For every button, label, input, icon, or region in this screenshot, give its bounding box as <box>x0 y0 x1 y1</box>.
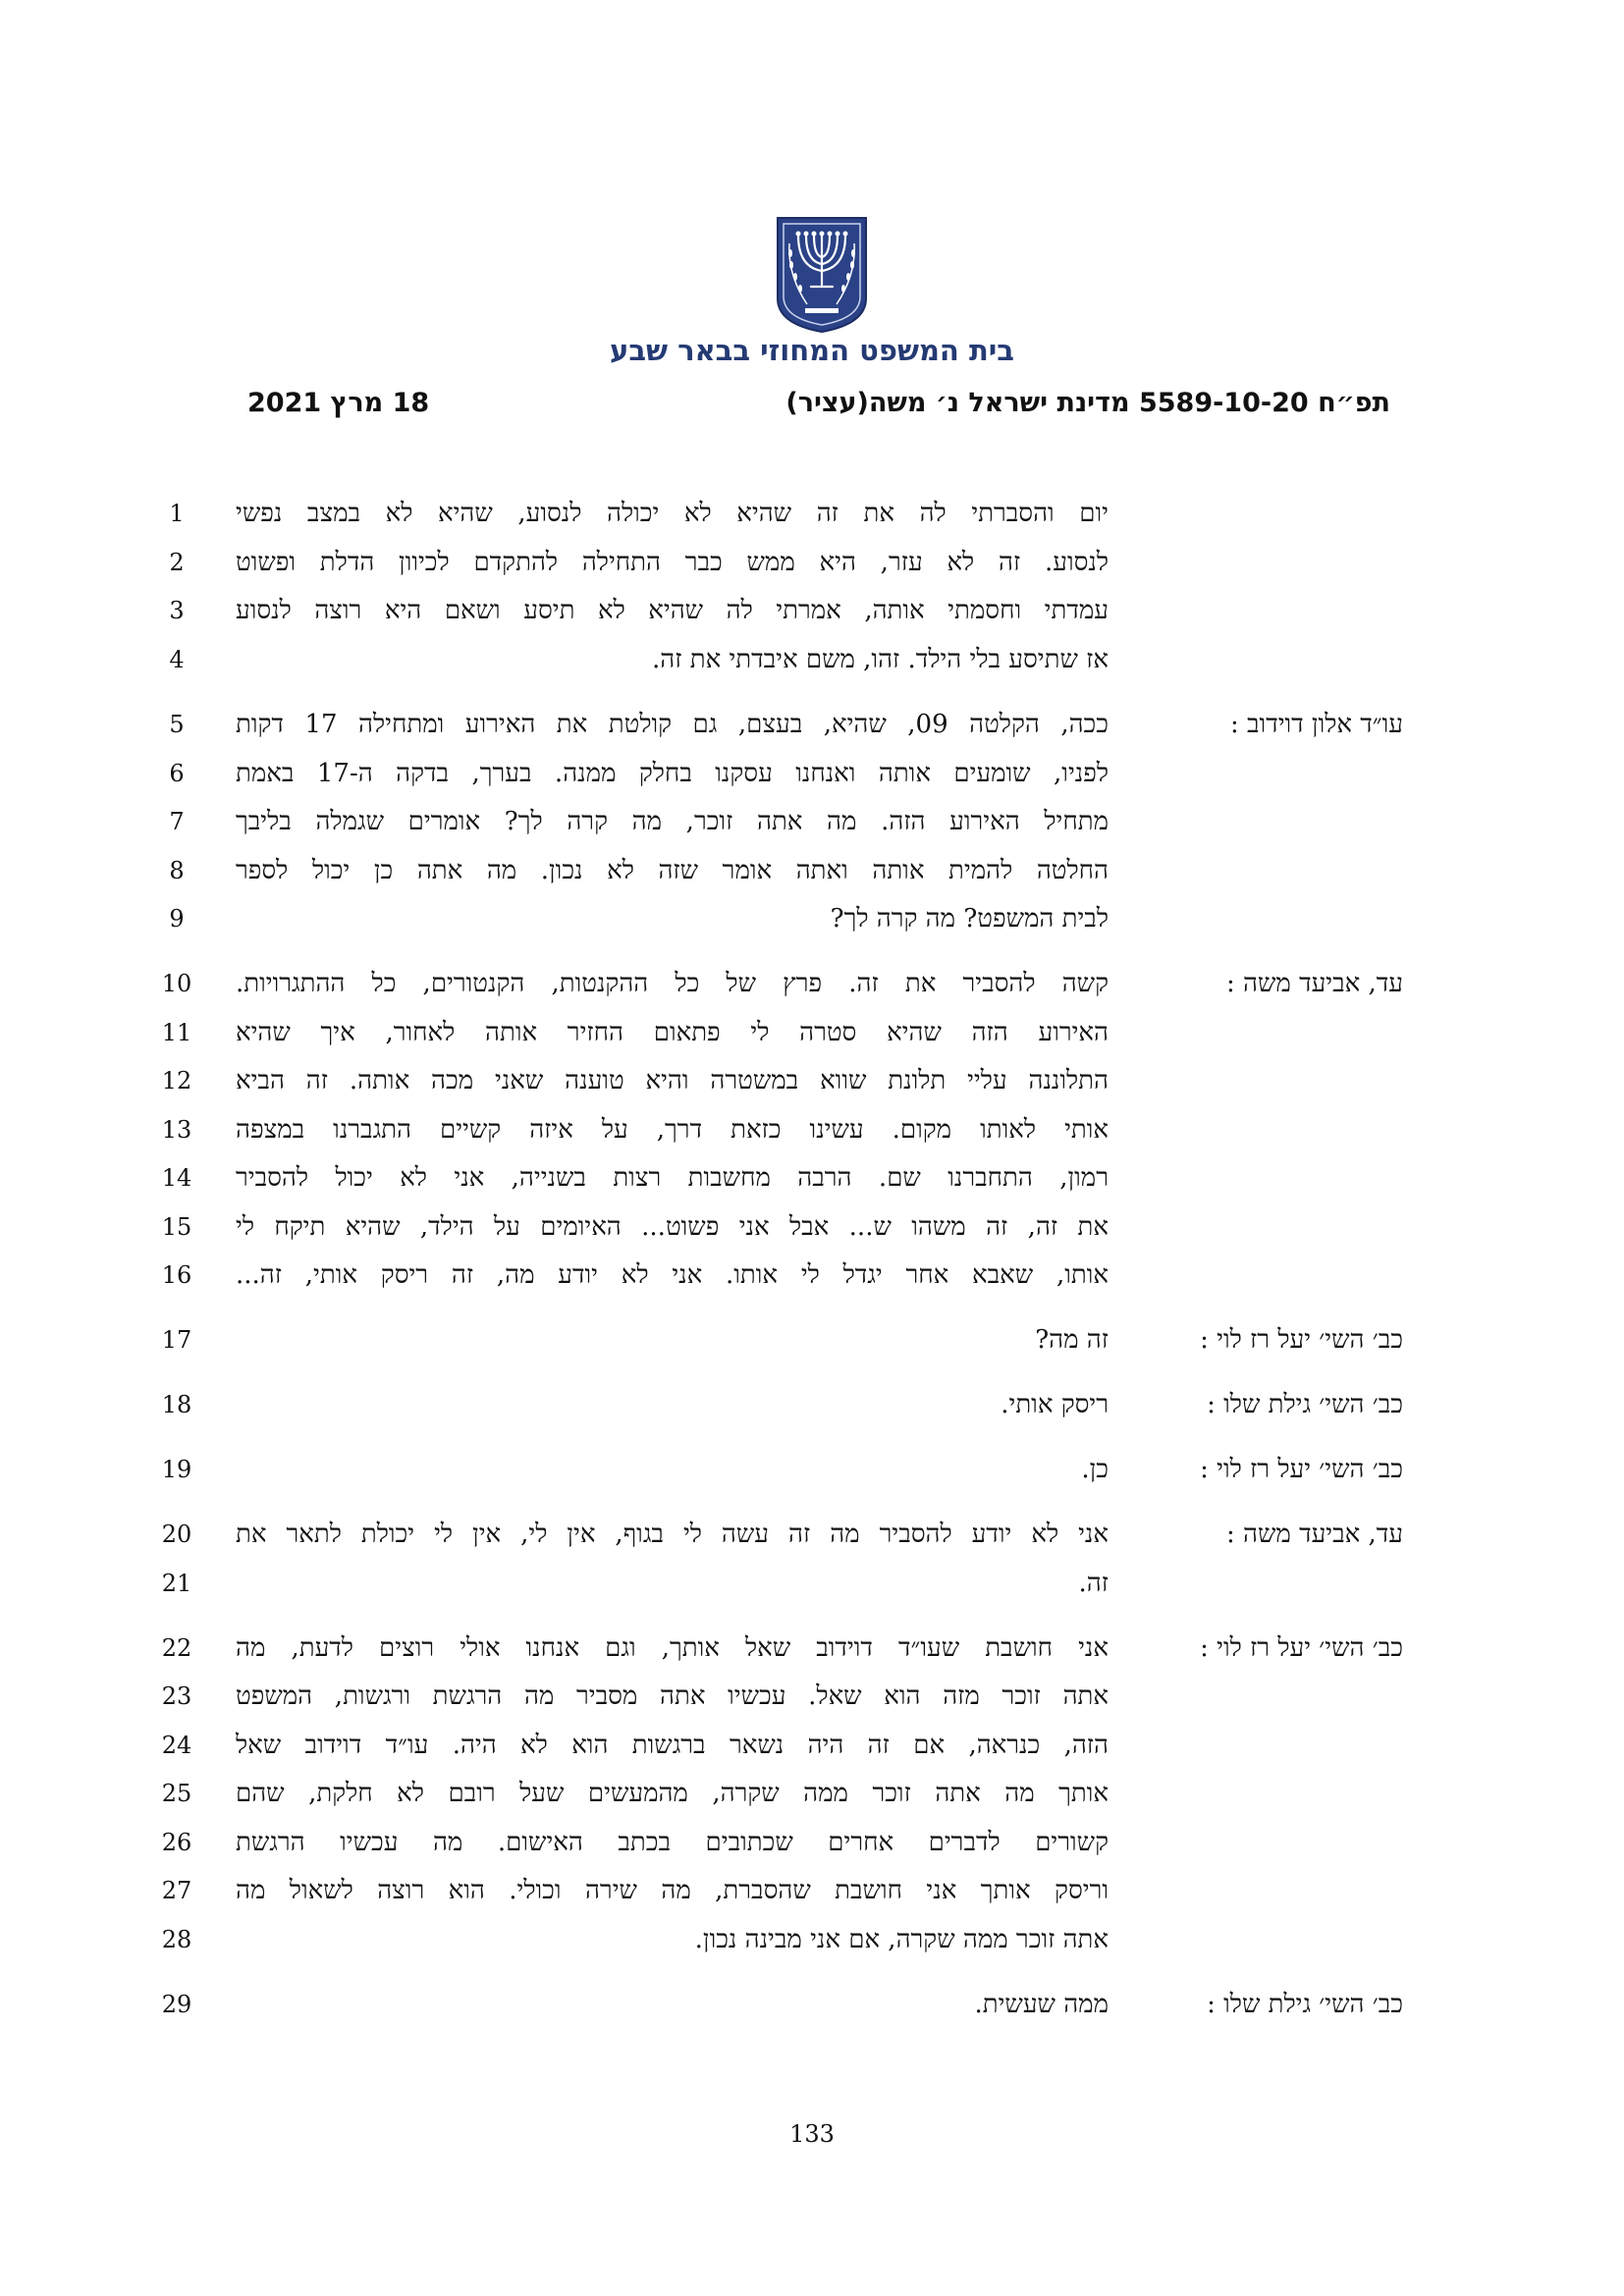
line-number: 6 <box>169 760 185 787</box>
line-text: לפניו, שומעים אותה ואנחנו עסקנו בחלק ממנה. בערך, בדקה ה-17 באמת <box>236 759 1109 788</box>
transcript-line <box>0 1252 1624 1299</box>
transcript-line <box>0 636 1624 683</box>
transcript-line <box>0 960 1624 1007</box>
line-number: 20 <box>161 1521 192 1548</box>
transcript-line <box>0 1867 1624 1914</box>
line-text: התלוננה עליי תלונת שווא במשטרה והיא טוענה שאני מכה אותה. זה הביא <box>236 1066 1109 1095</box>
transcript-line <box>0 1009 1624 1056</box>
transcript-line <box>0 1916 1624 1963</box>
line-number: 16 <box>161 1261 192 1289</box>
speaker-label: עד, אביעד משה : <box>1226 969 1403 998</box>
transcript-line <box>0 1770 1624 1817</box>
line-text: רמון, התחברנו שם. הרבה מחשבות רצות בשנייה, אני לא יכול להסביר <box>236 1163 1109 1193</box>
speaker-label: כב׳ השי׳ יעל רז לוי : <box>1200 1325 1403 1355</box>
line-text: אותו, שאבא אחר יגדל לי אותו. אני לא יודע מה, זה ריסק אותי, זה... <box>236 1260 1109 1290</box>
transcript-line <box>0 1722 1624 1769</box>
line-number: 26 <box>161 1829 192 1856</box>
line-number: 2 <box>169 549 185 576</box>
line-text: אתה זוכר ממה שקרה, אם אני מבינה נכון. <box>694 1925 1109 1954</box>
line-text: ממה שעשית. <box>974 1990 1109 2019</box>
line-text: לבית המשפט? מה קרה לך? <box>830 904 1109 934</box>
line-text: אני לא יודע להסביר מה זה עשה לי בגוף, אין לי, אין לי יכולת לתאר את <box>236 1520 1109 1549</box>
line-number: 13 <box>161 1116 192 1144</box>
state-emblem-icon <box>772 214 872 334</box>
transcript-line <box>0 1203 1624 1251</box>
line-text: האירוע הזה שהיא סטרה לי פתאום החזיר אותה לאחור, איך שהיא <box>236 1018 1109 1047</box>
line-number: 1 <box>169 500 185 527</box>
line-text: אני חושבת שעו״ד דוידוב שאל אותך, וגם אנחנו אולי רוצים לדעת, מה <box>236 1633 1109 1663</box>
transcript-line <box>0 1381 1624 1428</box>
line-text: אתה זוכר מזה הוא שאל. עכשיו אתה מסביר מה הרגשת ורגשות, המשפט <box>236 1682 1109 1711</box>
line-number: 22 <box>161 1634 192 1662</box>
transcript-line <box>0 1819 1624 1866</box>
speaker-label: כב׳ השי׳ גילת שלו : <box>1207 1990 1403 2019</box>
transcript-line <box>0 895 1624 942</box>
transcript-line <box>0 539 1624 586</box>
transcript-line <box>0 1106 1624 1153</box>
line-number: 9 <box>169 905 185 933</box>
transcript-line <box>0 587 1624 634</box>
line-number: 19 <box>161 1456 192 1483</box>
speaker-label: כב׳ השי׳ גילת שלו : <box>1207 1390 1403 1419</box>
line-number: 10 <box>161 970 192 997</box>
transcript-line <box>0 847 1624 894</box>
line-number: 14 <box>161 1164 192 1192</box>
line-number: 8 <box>169 857 185 884</box>
transcript-line <box>0 1673 1624 1720</box>
line-text: מתחיל האירוע הזה. מה אתה זוכר, מה קרה לך? אומרים שגמלה בליבך <box>236 807 1109 836</box>
line-number: 18 <box>161 1391 192 1418</box>
line-text: הזה, כנראה, אם זה היה נשאר ברגשות הוא לא היה. עו״ד דוידוב שאל <box>236 1731 1109 1760</box>
line-text: קשורים לדברים אחרים שכתובים בכתב האישום. מה עכשיו הרגשת <box>236 1828 1109 1857</box>
case-date: 18 מרץ 2021 <box>247 388 430 418</box>
line-number: 5 <box>169 711 185 738</box>
transcript-line <box>0 798 1624 845</box>
line-text: קשה להסביר את זה. פרץ של כל ההקנטות, הקנטורים, כל ההתגרויות. <box>236 969 1109 998</box>
line-number: 28 <box>161 1926 192 1953</box>
transcript-line <box>0 1511 1624 1558</box>
line-text: לנסוע. זה לא עזר, היא ממש כבר התחילה להתקדם לכיוון הדלת ופשוט <box>236 548 1109 577</box>
line-number: 29 <box>161 1991 192 2018</box>
speaker-label: עו״ד אלון דוידוב : <box>1229 710 1403 739</box>
page-number: 133 <box>789 2120 835 2148</box>
line-text: זה מה? <box>1035 1325 1109 1355</box>
line-number: 4 <box>169 646 185 673</box>
transcript-line <box>0 1446 1624 1493</box>
line-text: ככה, הקלטה 09, שהיא, בעצם, גם קולטת את האירוע ומתחילה 17 דקות <box>236 710 1109 739</box>
line-text: החלטה להמית אותה ואתה אומר שזה לא נכון. מה אתה כן יכול לספר <box>236 856 1109 885</box>
line-text: כן. <box>1081 1455 1109 1484</box>
line-number: 24 <box>161 1732 192 1759</box>
transcript-line <box>0 490 1624 537</box>
transcript-line <box>0 1154 1624 1201</box>
transcript-line <box>0 1316 1624 1363</box>
line-number: 15 <box>161 1213 192 1241</box>
case-title: תפ״ח 5589-10-20 מדינת ישראל נ׳ משה(עציר) <box>785 388 1390 418</box>
line-number: 23 <box>161 1682 192 1710</box>
line-text: עמדתי וחסמתי אותה, אמרתי לה שהיא לא תיסע ושאם היא רוצה לנסוע <box>236 596 1109 625</box>
line-text: את זה, זה משהו ש... אבל אני פשוט... האיומים על הילד, שהיא תיקח לי <box>236 1212 1109 1242</box>
line-text: וריסק אותך אני חושבת שהסברת, מה שירה וכולי. הוא רוצה לשאול מה <box>236 1876 1109 1905</box>
speaker-label: כב׳ השי׳ יעל רז לוי : <box>1200 1633 1403 1663</box>
line-number: 3 <box>169 597 185 624</box>
line-number: 17 <box>161 1326 192 1354</box>
line-number: 27 <box>161 1877 192 1904</box>
line-text: אותי לאותו מקום. עשינו כזאת דרך, על איזה קשיים התגברנו במצפה <box>236 1115 1109 1145</box>
speaker-label: עד, אביעד משה : <box>1226 1520 1403 1549</box>
line-text: אז שתיסע בלי הילד. זהו, משם איבדתי את זה. <box>652 645 1109 674</box>
transcript-line <box>0 1625 1624 1672</box>
line-number: 11 <box>161 1019 192 1046</box>
line-text: אותך מה אתה זוכר ממה שקרה, מהמעשים שעל רובם לא חלקת, שהם <box>236 1779 1109 1808</box>
transcript-line <box>0 1981 1624 2028</box>
line-number: 21 <box>161 1570 192 1597</box>
line-number: 25 <box>161 1780 192 1807</box>
transcript-line <box>0 750 1624 797</box>
line-text: זה. <box>1078 1569 1109 1598</box>
court-name: בית המשפט המחוזי בבאר שבע <box>610 334 1014 367</box>
line-number: 12 <box>161 1067 192 1095</box>
line-text: יום והסברתי לה את זה שהיא לא יכולה לנסוע, שהיא לא במצב נפשי <box>236 499 1109 528</box>
transcript-line <box>0 701 1624 748</box>
transcript-line <box>0 1560 1624 1607</box>
line-number: 7 <box>169 808 185 835</box>
line-text: ריסק אותי. <box>1001 1390 1109 1419</box>
transcript-line <box>0 1057 1624 1104</box>
speaker-label: כב׳ השי׳ יעל רז לוי : <box>1200 1455 1403 1484</box>
